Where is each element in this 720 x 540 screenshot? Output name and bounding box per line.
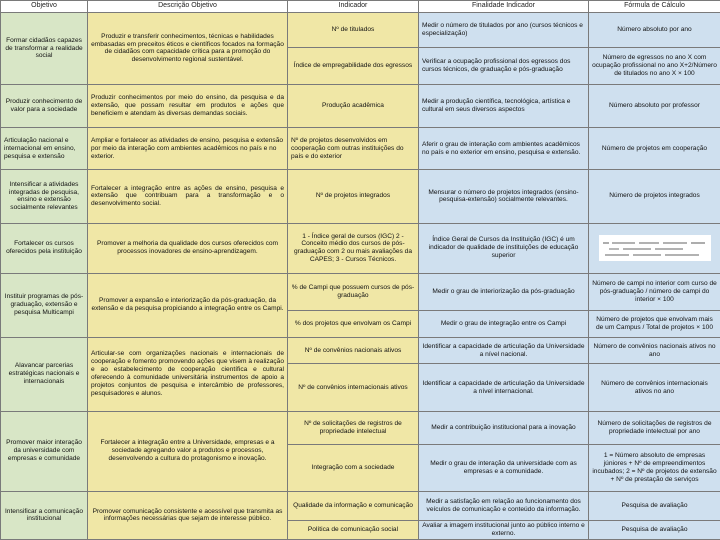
table-row	[1, 13, 720, 48]
indicador-cell: Política de comunicação social	[288, 520, 419, 539]
descricao-cell: Ampliar e fortalecer as atividades de ensino, pesquisa e extensão por meio da interação com ambientes acadêmicos no país e no exterior.	[88, 128, 288, 170]
formula-cell: Número de campi no interior com curso de pós-graduação / número de campi do interior × 100	[589, 273, 720, 310]
formula-cell: Número de projetos que envolvam mais de um Campus / Total de projetos × 100	[589, 310, 720, 337]
formula-cell: Número de convênios nacionais ativos no ano	[589, 337, 720, 364]
objetivo-cell: Articulação nacional e internacional em ensino, pesquisa e extensão	[1, 128, 88, 170]
formula-cell: Pesquisa de avaliação	[589, 520, 720, 539]
descricao-cell: Fortalecer a integração entre a Universidade, empresas e a sociedade agregando valor a produtos e processos, desenvolvendo a cultura do protagonismo e inovação.	[88, 411, 288, 491]
finalidade-cell: Medir o grau de integração entre os Campi	[419, 310, 589, 337]
indicador-cell: Nº de convênios nacionais ativos	[288, 337, 419, 364]
table-row	[1, 170, 720, 223]
finalidade-cell: Medir a produção científica, tecnológica, artística e cultural em seus diversos aspectos	[419, 84, 589, 127]
indicador-cell: Nº de solicitações de registros de propriedade intelectual	[288, 411, 419, 444]
indicador-cell: Nº de convênios internacionais ativos	[288, 364, 419, 411]
formula-cell: Número de projetos integrados	[589, 170, 720, 223]
table-row	[1, 84, 720, 127]
indicador-cell: % de Campi que possuem cursos de pós-graduação	[288, 273, 419, 310]
indicador-cell: Integração com a sociedade	[288, 444, 419, 491]
indicador-cell: 1 - Índice geral de cursos (IGC) 2 - Conceito médio dos cursos de pós-graduação com 2 ou mais avaliações da CAPES; 3 - Cursos Técnicos.	[288, 223, 419, 273]
table-row	[1, 223, 720, 273]
formula-cell: Número absoluto por ano	[589, 13, 720, 48]
header-objetivo: Objetivo	[1, 1, 88, 13]
finalidade-cell: Mensurar o número de projetos integrados (ensino-pesquisa-extensão) socialmente relevantes.	[419, 170, 589, 223]
header-row	[1, 1, 720, 13]
objetivo-cell: Intensificar a comunicação institucional	[1, 491, 88, 539]
formula-cell: Número de solicitações de registros de propriedade intelectual por ano	[589, 411, 720, 444]
finalidade-cell: Medir o grau de interiorização da pós-graduação	[419, 273, 589, 310]
formula-cell: Número de projetos em cooperação	[589, 128, 720, 170]
descricao-cell: Produzir conhecimentos por meio do ensino, da pesquisa e da extensão, que possam resultar em produtos e ações que beneficiem e atendam às diversas demandas sociais.	[88, 84, 288, 127]
formula-cell: Número de convênios internacionais ativos no ano	[589, 364, 720, 411]
descricao-cell: Produzir e transferir conhecimentos, técnicas e habilidades embasadas em preceitos éticos e científicos focados na formação de cidadãos com capacidade crítica para a promoção do desenvolvimento regional sustentável.	[88, 13, 288, 85]
formula-cell: Número absoluto por professor	[589, 84, 720, 127]
finalidade-cell: Medir a contribuição institucional para a inovação	[419, 411, 589, 444]
finalidade-cell: Medir a satisfação em relação ao funcionamento dos veículos de comunicação e conteúdo da informação.	[419, 491, 589, 520]
table-row	[1, 491, 720, 520]
objetivo-cell: Promover maior interação da universidade com empresas e comunidade	[1, 411, 88, 491]
indicador-cell: Nº de titulados	[288, 13, 419, 48]
formula-image	[599, 235, 711, 261]
table-row	[1, 128, 720, 170]
finalidade-cell: Verificar a ocupação profissional dos egressos dos cursos técnicos, de graduação e pós-graduação	[419, 47, 589, 84]
formula-cell: Número de egressos no ano X com ocupação profissional no ano X+2/Número de titulados no ano X × 100	[589, 47, 720, 84]
formula-cell: 1 = Número absoluto de empresas júniores + Nº de empreendimentos incubados; 2 = Nº de projetos de extensão + Nº de prestação de serviços	[589, 444, 720, 491]
objetivo-cell: Produzir conhecimento de valor para a sociedade	[1, 84, 88, 127]
indicador-cell: Nº de projetos integrados	[288, 170, 419, 223]
header-formula: Fórmula de Cálculo	[589, 1, 720, 13]
descricao-cell: Promover a melhoria da qualidade dos cursos oferecidos com processos inovadores de ensino-aprendizagem.	[88, 223, 288, 273]
table-row	[1, 273, 720, 310]
objetivo-cell: Formar cidadãos capazes de transformar a realidade social	[1, 13, 88, 85]
header-indicador: Indicador	[288, 1, 419, 13]
finalidade-cell: Aferir o grau de interação com ambientes acadêmicos no país e no exterior em ensino, pesquisa e extensão.	[419, 128, 589, 170]
indicador-cell: % dos projetos que envolvam os Campi	[288, 310, 419, 337]
header-descricao: Descrição Objetivo	[88, 1, 288, 13]
header-finalidade: Finalidade Indicador	[419, 1, 589, 13]
finalidade-cell: Identificar a capacidade de articulação da Universidade a nível nacional.	[419, 337, 589, 364]
descricao-cell: Fortalecer a integração entre as ações de ensino, pesquisa e extensão que contribuam para a transformação e o desenvolvimento social.	[88, 170, 288, 223]
descricao-cell: Promover a expansão e interiorização da pós-graduação, da extensão e da pesquisa propiciando a integração entre os Campi.	[88, 273, 288, 337]
finalidade-cell: Identificar a capacidade de articulação da Universidade a nível internacional.	[419, 364, 589, 411]
indicador-cell: Índice de empregabilidade dos egressos	[288, 47, 419, 84]
objetivo-cell: Fortalecer os cursos oferecidos pela instituição	[1, 223, 88, 273]
descricao-cell: Articular-se com organizações nacionais e internacionais de cooperação e fomento promovendo ações que visem à realização e ao estabelecimento de cooperação científica e cultural oferecendo à comunidade universitária instrumentos de apoio a projetos conjuntos de pesquisa e intercâmbio de professores, pesquisadores e alunos.	[88, 337, 288, 411]
formula-cell: Pesquisa de avaliação	[589, 491, 720, 520]
objetivo-cell: Alavancar parcerias estratégicas nacionais e internacionais	[1, 337, 88, 411]
descricao-cell: Promover comunicação consistente e acessível que transmita as informações necessárias que sejam de interesse público.	[88, 491, 288, 539]
table-row	[1, 411, 720, 444]
indicador-cell: Nº de projetos desenvolvidos em cooperação com outras instituições do país e do exterior	[288, 128, 419, 170]
finalidade-cell: Medir o número de titulados por ano (cursos técnicos e especialização)	[419, 13, 589, 48]
formula-cell	[589, 223, 720, 273]
table-row	[1, 337, 720, 364]
indicador-cell: Qualidade da informação e comunicação	[288, 491, 419, 520]
finalidade-cell: Medir o grau de interação da universidade com as empresas e a comunidade.	[419, 444, 589, 491]
finalidade-cell: Índice Geral de Cursos da Instituição (IGC) é um indicador de qualidade de instituições de educação superior	[419, 223, 589, 273]
objetivo-cell: Intensificar a atividades integradas de pesquisa, ensino e extensão socialmente relevantes	[1, 170, 88, 223]
objetivo-cell: Instituir programas de pós-graduação, extensão e pesquisa Multicampi	[1, 273, 88, 337]
finalidade-cell: Avaliar a imagem institucional junto ao público interno e externo.	[419, 520, 589, 539]
indicador-cell: Produção acadêmica	[288, 84, 419, 127]
